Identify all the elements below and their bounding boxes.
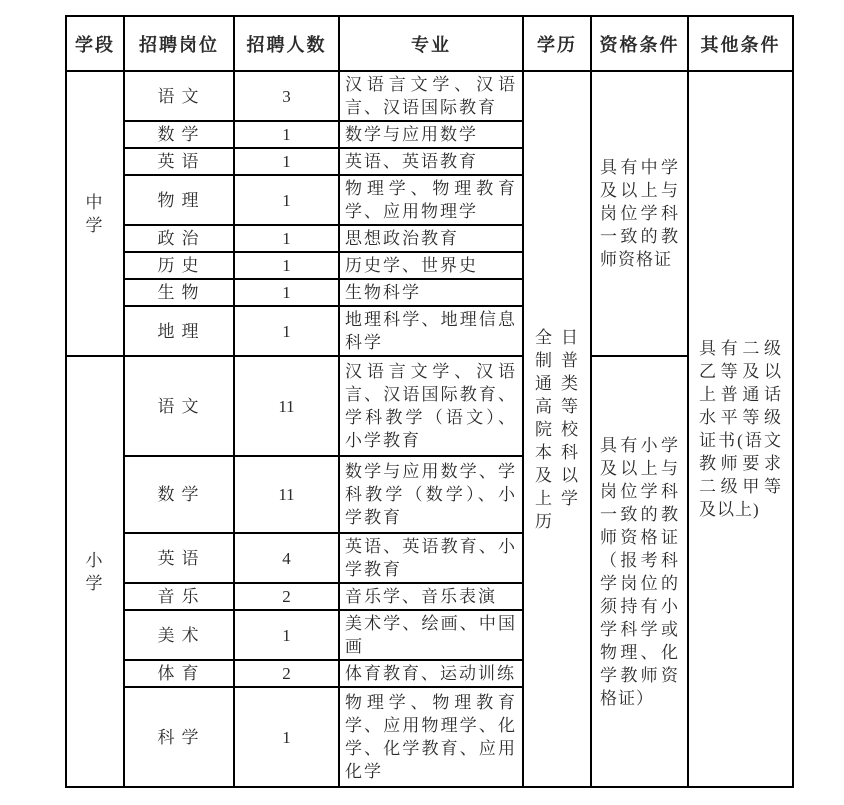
major-cell: 汉语言文学、汉语言、汉语国际教育、学科教学（语文）、小学教育 xyxy=(339,356,523,456)
count-cell: 1 xyxy=(234,252,339,279)
stage-cell: 中学 xyxy=(66,71,124,356)
table-row xyxy=(66,356,793,456)
count-cell: 11 xyxy=(234,356,339,456)
position-cell: 数学 xyxy=(124,456,234,533)
position-cell: 科学 xyxy=(124,687,234,787)
position-cell: 物理 xyxy=(124,175,234,225)
major-cell: 体育教育、运动训练 xyxy=(339,660,523,687)
table-header xyxy=(66,16,793,71)
qualification-cell: 具有中学及以上与岗位学科一致的教师资格证 xyxy=(591,71,688,356)
count-cell: 1 xyxy=(234,687,339,787)
table-body xyxy=(66,71,793,787)
major-cell: 数学与应用数学、学科教学（数学）、小学教育 xyxy=(339,456,523,533)
major-cell: 思想政治教育 xyxy=(339,225,523,252)
count-cell: 1 xyxy=(234,148,339,175)
count-cell: 1 xyxy=(234,121,339,148)
count-cell: 1 xyxy=(234,279,339,306)
position-cell: 语文 xyxy=(124,356,234,456)
other-conditions-cell: 具有二级乙等及以上普通话水平等级证书(语文教师要求二级甲等及以上) xyxy=(688,71,793,787)
major-cell: 生物科学 xyxy=(339,279,523,306)
count-cell: 4 xyxy=(234,533,339,583)
position-cell: 历史 xyxy=(124,252,234,279)
header-count: 招聘人数 xyxy=(234,16,339,71)
major-cell: 物理学、物理教育学、应用物理学 xyxy=(339,175,523,225)
header-row xyxy=(66,16,793,71)
header-position: 招聘岗位 xyxy=(124,16,234,71)
major-cell: 历史学、世界史 xyxy=(339,252,523,279)
header-other: 其他条件 xyxy=(688,16,793,71)
table-row xyxy=(66,71,793,121)
count-cell: 1 xyxy=(234,175,339,225)
position-cell: 生物 xyxy=(124,279,234,306)
count-cell: 3 xyxy=(234,71,339,121)
position-cell: 数学 xyxy=(124,121,234,148)
education-cell: 全日制普通类高等院校本科及以上学历 xyxy=(523,71,591,787)
position-cell: 体育 xyxy=(124,660,234,687)
position-cell: 音乐 xyxy=(124,583,234,610)
count-cell: 1 xyxy=(234,306,339,356)
major-cell: 英语、英语教育 xyxy=(339,148,523,175)
count-cell: 2 xyxy=(234,583,339,610)
header-qualification: 资格条件 xyxy=(591,16,688,71)
position-cell: 政治 xyxy=(124,225,234,252)
count-cell: 1 xyxy=(234,225,339,252)
major-cell: 美术学、绘画、中国画 xyxy=(339,610,523,660)
position-cell: 地理 xyxy=(124,306,234,356)
count-cell: 2 xyxy=(234,660,339,687)
major-cell: 汉语言文学、汉语言、汉语国际教育 xyxy=(339,71,523,121)
header-stage: 学段 xyxy=(66,16,124,71)
qualification-cell: 具有小学及以上与岗位学科一致的教师资格证（报考科学岗位的须持有小学科学或物理、化学教师资格证） xyxy=(591,356,688,787)
recruitment-table xyxy=(65,15,794,788)
position-cell: 美术 xyxy=(124,610,234,660)
major-cell: 地理科学、地理信息科学 xyxy=(339,306,523,356)
count-cell: 1 xyxy=(234,610,339,660)
stage-cell: 小学 xyxy=(66,356,124,787)
major-cell: 数学与应用数学 xyxy=(339,121,523,148)
count-cell: 11 xyxy=(234,456,339,533)
major-cell: 英语、英语教育、小学教育 xyxy=(339,533,523,583)
position-cell: 英语 xyxy=(124,148,234,175)
position-cell: 语文 xyxy=(124,71,234,121)
header-education: 学历 xyxy=(523,16,591,71)
major-cell: 音乐学、音乐表演 xyxy=(339,583,523,610)
major-cell: 物理学、物理教育学、应用物理学、化学、化学教育、应用化学 xyxy=(339,687,523,787)
header-major: 专业 xyxy=(339,16,523,71)
position-cell: 英语 xyxy=(124,533,234,583)
